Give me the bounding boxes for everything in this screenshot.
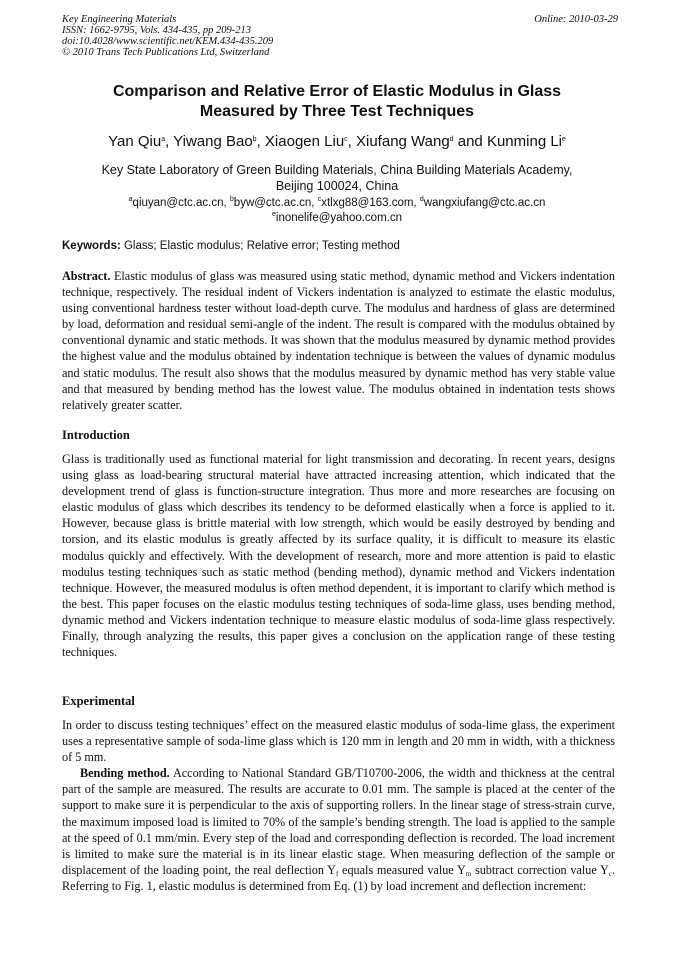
section-heading-experimental: Experimental [62, 694, 135, 708]
author: Yiwang Bao$^b$, [173, 133, 265, 150]
keywords [62, 240, 618, 252]
paper-title [62, 82, 612, 122]
author: Xiufang Wang$^d$ and [356, 133, 487, 150]
email-link[interactable]: xtlxg88@163.com, [321, 197, 420, 209]
experimental-paragraph: In order to discuss testing techniques’ effect on the measured elastic modulus of soda-lime glass, the experiment uses a representative sample of soda-lime glass which is 120 mm in length and 20 mm in width, with a thickness of 5 mm. [62, 718, 615, 765]
email-link[interactable]: byw@ctc.ac.cn, [233, 197, 318, 209]
journal-header [62, 14, 618, 58]
email-line-1: $^a$qiuyan@ctc.ac.cn, $^b$byw@ctc.ac.cn, $^c$xtlxg88@163.com, $^d$wangxiufang@ctc.ac.cn [128, 196, 546, 209]
email-link[interactable]: wangxiufang@ctc.ac.cn [423, 197, 546, 209]
email-line-2: $^e$inonelife@yahoo.com.cn [271, 211, 402, 224]
author-emails [62, 196, 612, 226]
experimental-section [62, 717, 615, 894]
journal-name: Key Engineering Materials [62, 14, 177, 25]
keywords-label: Keywords: [62, 240, 121, 252]
online-date: Online: 2010-03-29 [534, 14, 618, 25]
section-heading-introduction: Introduction [62, 428, 130, 442]
email-link[interactable]: qiuyan@ctc.ac.cn, [132, 197, 230, 209]
title-line-2: Measured by Three Test Techniques [199, 103, 475, 120]
email-link[interactable]: inonelife@yahoo.com.cn [275, 212, 402, 224]
issn-line: ISSN: 1662-9795, Vols. 434-435, pp 209-213 [62, 25, 251, 36]
bending-method-paragraph: Bending method. According to National Standard GB/T10700-2006, the width and thickness at the central part of the sample are measured. The results are accurate to 0.01 mm. The sample is placed at the center of the support to make sure it is perpendicular to the axis of supporting rollers. In the linear stage of stress-strain curve, the maximum imposed load is limited to 70% of the sample’s bending strength. The load is applied to the sample at the speed of 0.1 mm/min. Every step of the load and corresponding deflection is recorded. The load increment is limited to make sure the material is in its linear elastic stage. When measuring deflection of the sample or displacement of the loading point, the real deflection $Y_f$ equals measured value $Y_m$ subtract correction value $Y_c$. Referring to Fig. 1, elastic modulus is determined from Eq. (1) by load increment and deflection increment: [62, 766, 615, 893]
bending-method-label: Bending method. [80, 766, 170, 781]
author: Xiaogen Liu$^c$, [264, 133, 356, 150]
author-list [62, 133, 612, 151]
introduction-paragraph: Glass is traditionally used as functional material for light transmission and decorating. In recent years, designs using glass as load-bearing structural material have attracted increasing attention, which indicated that the development trend of glass is function-structure integration. Thus more and more researches are focusing on elastic modulus of glass which describes its tendency to be deformed elastically when a force is applied to it. However, because glass is brittle material with low strength, which would be easily destroyed by bending and torsion, and its elastic modulus is greatly affected by its surface quality, it is difficult to measure its elastic modulus quickly and effectively. With the development of research, more and more attention is paid to elastic modulus testing techniques such as static method (bending method), dynamic method and Vickers indentation technique. However, the measured modulus is often method dependent, it is important to clarify which method is the best. This paper focuses on the elastic modulus testing techniques of soda-lime glass, uses bending method, dynamic method and Vickers indentation technique to measure elastic modulus of soda-lime glass respectively. Finally, through analyzing the results, this paper gives a conclusion on the application range of these testing techniques. [62, 452, 615, 660]
abstract-label: Abstract. [62, 269, 111, 283]
copyright-line: © 2010 Trans Tech Publications Ltd, Switzerland [62, 47, 270, 58]
author: Yan Qiu$^a$, [108, 133, 174, 150]
title-line-1: Comparison and Relative Error of Elastic Modulus in Glass [112, 83, 562, 100]
keywords-list: Glass; Elastic modulus; Relative error; Testing method [120, 240, 400, 252]
abstract-text: Elastic modulus of glass was measured using static method, dynamic method and Vickers indentation technique, respectively. The residual indent of Vickers indentation is analyzed to estimate the elastic modulus, using conventional hardness tester without load-depth curve. The modulus and hardness of glass are determined by load, deformation and residual semi-angle of the indent. The result is compared with the modulus obtained by conventional dynamic and static methods. It was shown that the modulus measured by dynamic method provides the highest value and the modulus obtained by indentation technique is between the values of dynamic modulus and static modulus. The result also shows that the modulus measured by dynamic method has very stable value and that measured by bending method has the lowest value. The modulus obtained in indentation tests shows relatively greater scatter. [62, 269, 615, 412]
abstract [62, 268, 615, 413]
author: Kunming Li$^e$ [486, 133, 566, 150]
doi-line: doi:10.4028/www.scientific.net/KEM.434-435.209 [62, 36, 274, 47]
affiliation: Key State Laboratory of Green Building Materials, China Building Materials Academy, Beijing 100024, China [101, 163, 573, 193]
